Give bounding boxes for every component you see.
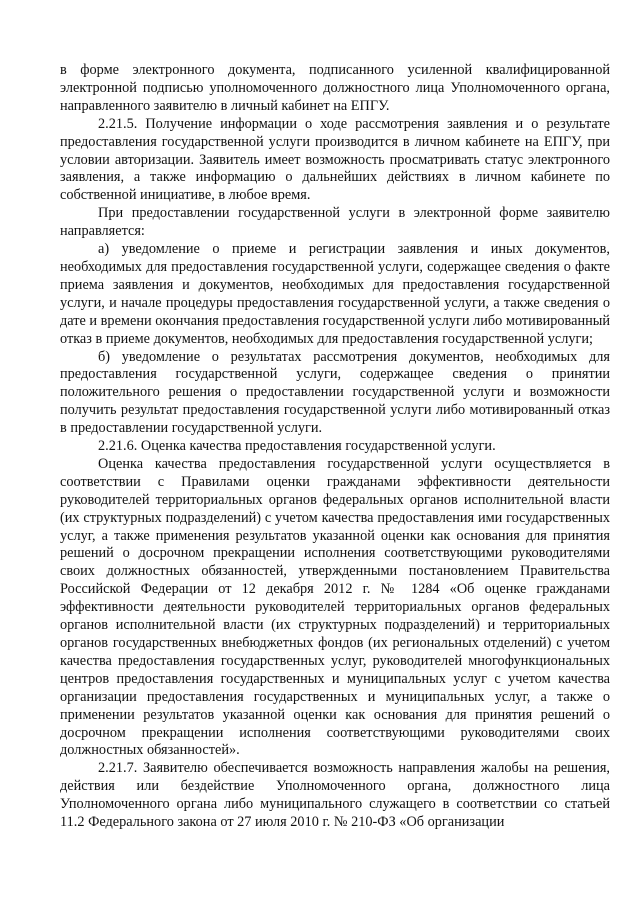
paragraph-quality-assessment: Оценка качества предоставления государственной услуги осуществляется в соответствии с Правилами оценки гражданами эффективности деятельности руководителей территориальных органов федеральных органов исполнительной власти (их структурных подразделений) с учетом качества предоставления ими государственных услуг, а также применения результатов указанной оценки как основания для принятия решений о досрочном прекращении исполнения соответствующими руководителями своих должностных обязанностей, утвержденными постановлением Правительства Российской Федерации от 12 декабря 2012 г. № 1284 «Об оценке гражданами эффективности деятельности руководителей территориальных органов федеральных органов исполнительной власти (их структурных подразделений) и территориальных органов государственных внебюджетных фондов (их региональных отделений) с учетом качества предоставления государственных услуг, руководителей многофункциональных центров предоставления государственных и муниципальных услуг с учетом качества организации предоставления государственных и муниципальных услуг, а также о применении результатов указанной оценки как основания для принятия решений о досрочном прекращении исполнения соответствующими руководителями своих должностных обязанностей». [60, 455, 610, 759]
paragraph-item-a: а) уведомление о приеме и регистрации заявления и иных документов, необходимых для предоставления государственной услуги, содержащее сведения о факте приема заявления и документов, необходимых для предоставления государственной услуги, и начале процедуры предоставления государственной услуги, а также сведения о дате и времени окончания предоставления государственной услуги либо мотивированный отказ в приеме документов, необходимых для предоставления государственной услуги; [60, 241, 610, 347]
paragraph-2-21-5: 2.21.5. Получение информации о ходе рассмотрения заявления и о результате предоставления государственной услуги производится в личном кабинете на ЕПГУ, при условии авторизации. Заявитель имеет возможность просматривать статус электронного заявления, а также информацию о дальнейших действиях в личном кабинете по собственной инициативе, в любое время. [60, 115, 610, 204]
paragraph-continuation: в форме электронного документа, подписанного усиленной квалифицированной электронной подписью уполномоченного должностного лица Уполномоченного органа, направленного заявителю в личный кабинет на ЕПГУ. [60, 62, 610, 114]
paragraph-2-21-6-heading: 2.21.6. Оценка качества предоставления государственной услуги. [98, 438, 496, 455]
paragraph-2-21-7: 2.21.7. Заявителю обеспечивается возможность направления жалобы на решения, действия или бездействие Уполномоченного органа, должностного лица Уполномоченного органа либо муниципального служащего в соответствии со статьей 11.2 Федерального закона от 27 июля 2010 г. № 210-ФЗ «Об организации [60, 760, 610, 831]
paragraph-item-b: б) уведомление о результатах рассмотрения документов, необходимых для предоставления государственной услуги, содержащее сведения о принятии положительного решения о предоставлении государственной услуги и возможности получить результат предоставления государственной услуги либо мотивированный отказ в предоставлении государственной услуги. [60, 348, 610, 437]
paragraph-electronic-form-intro: При предоставлении государственной услуги в электронной форме заявителю направляется: [60, 205, 610, 240]
